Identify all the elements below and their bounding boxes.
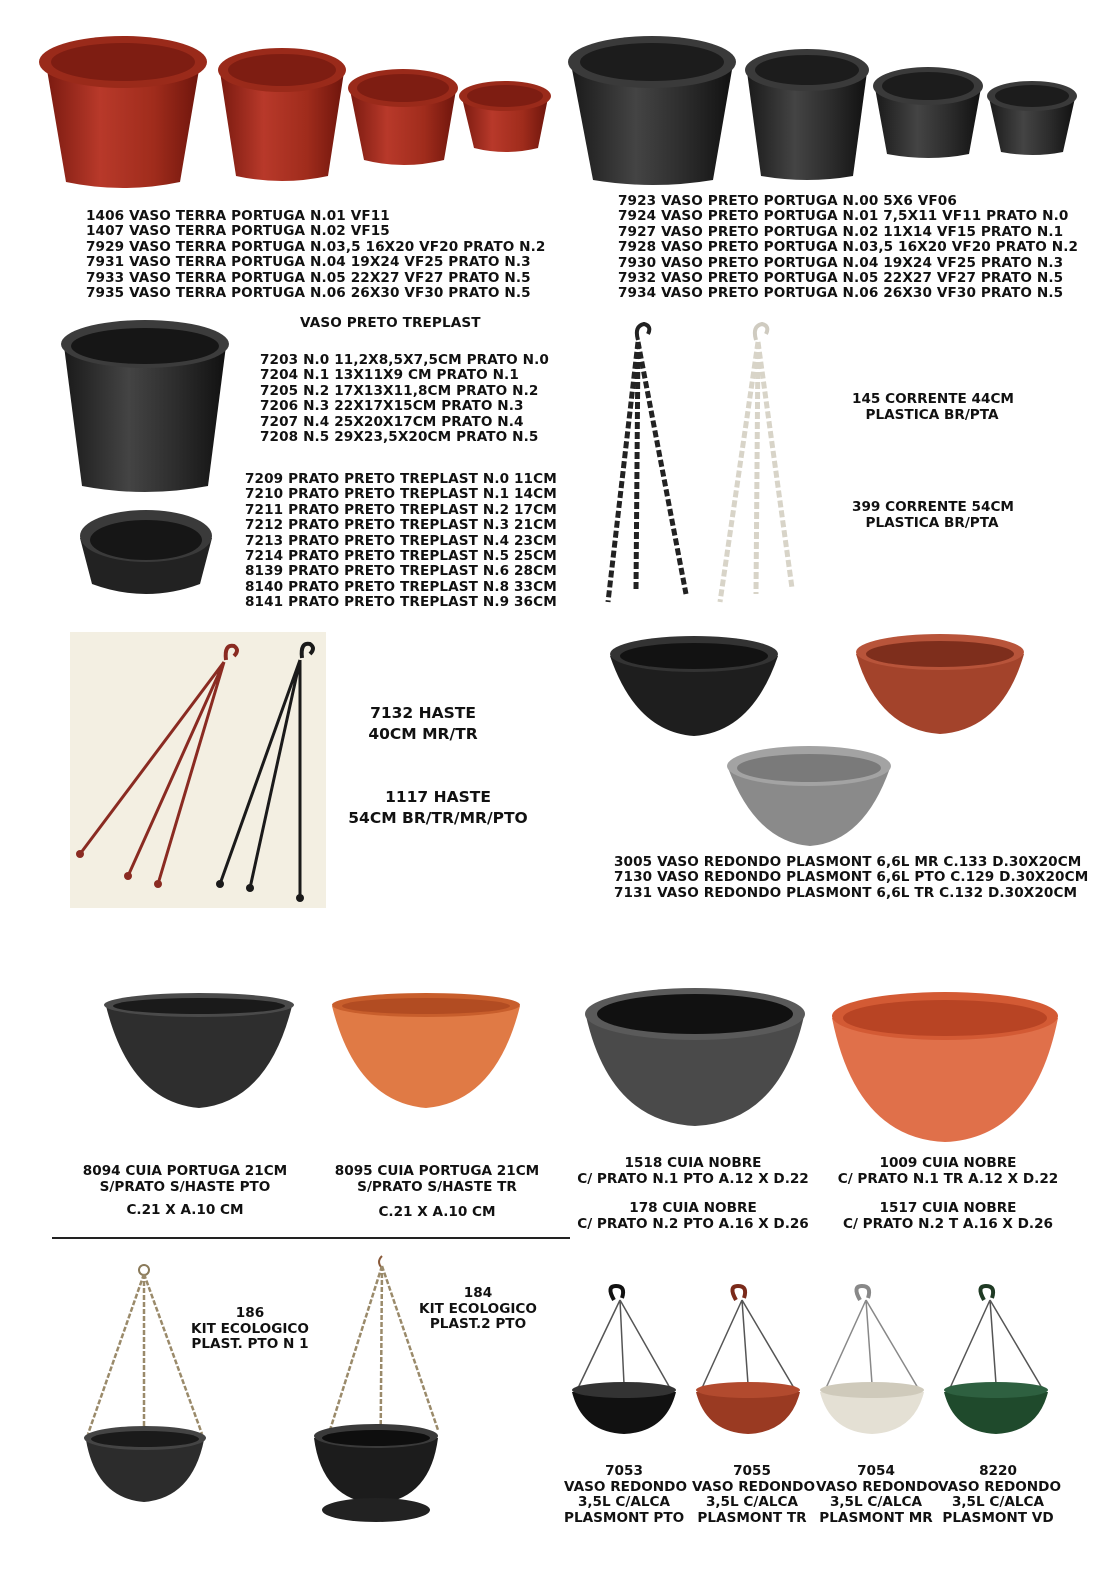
preto-portuga-list xyxy=(618,194,1078,302)
list-item: 1407 VASO TERRA PORTUGA N.02 VF15 xyxy=(86,223,390,240)
list-item: 7131 VASO REDONDO PLASMONT 6,6L TR C.132 D.30X20CM xyxy=(614,884,1078,901)
terra-portuga-list xyxy=(86,209,545,301)
list-item: 7203 N.0 11,2X8,5X7,5CM PRATO N.0 xyxy=(260,352,549,368)
list-item: 8141 PRATO PRETO TREPLAST N.9 36CM xyxy=(245,594,557,611)
list-item: 7206 N.3 22X17X15CM PRATO N.3 xyxy=(260,398,524,415)
cuia-1517-label: 1517 CUIA NOBRE C/ PRATO N.2 T A.16 X D.26 xyxy=(842,1200,1054,1232)
list-item: 7207 N.4 25X20X17CM PRATO N.4 xyxy=(260,413,524,430)
corrente-145-label: 145 CORRENTE 44CM PLASTICA BR/PTA xyxy=(852,391,1014,423)
list-item: 7213 PRATO PRETO TREPLAST N.4 23CM xyxy=(245,532,557,549)
cuia-1009-label: 1009 CUIA NOBRE C/ PRATO N.1 TR A.12 X D.22 xyxy=(837,1155,1059,1187)
cuia-8094-photo xyxy=(100,992,298,1114)
list-item: 7210 PRATO PRETO TREPLAST N.1 14CM xyxy=(245,486,557,503)
list-item: 7214 PRATO PRETO TREPLAST N.5 25CM xyxy=(245,548,557,565)
treplast-pot-photo xyxy=(58,318,233,498)
list-item: 7924 VASO PRETO PORTUGA N.01 7,5X11 VF11 PRATO N.0 xyxy=(618,208,1069,225)
cuia-8095-photo xyxy=(328,992,524,1114)
cuia-nobre-terracota-photo xyxy=(828,990,1062,1144)
list-item: 7212 PRATO PRETO TREPLAST N.3 21CM xyxy=(245,517,557,534)
alca-8220-photo xyxy=(942,1284,1050,1438)
list-item: 7930 VASO PRETO PORTUGA N.04 19X24 VF25 PRATO N.3 xyxy=(618,254,1064,271)
treplast-pratos-list xyxy=(245,472,557,611)
list-item: 7209 PRATO PRETO TREPLAST N.0 11CM xyxy=(245,471,557,487)
kit-186-photo xyxy=(80,1262,210,1512)
list-item: 7928 VASO PRETO PORTUGA N.03,5 16X20 VF20 PRATO N.2 xyxy=(618,239,1079,256)
list-item: 7923 VASO PRETO PORTUGA N.00 5X6 VF06 xyxy=(618,193,957,209)
list-item: 7931 VASO TERRA PORTUGA N.04 19X24 VF25 PRATO N.3 xyxy=(86,254,531,271)
alca-8220-label: 8220 VASO REDONDO 3,5L C/ALCA PLASMONT VD xyxy=(938,1463,1062,1526)
alca-7053-photo xyxy=(570,1284,678,1438)
list-item: 7205 N.2 17X13X11,8CM PRATO N.2 xyxy=(260,382,539,399)
plasmont-redondo-photo xyxy=(606,632,1030,850)
cuia-178-label: 178 CUIA NOBRE C/ PRATO N.2 PTO A.16 X D.26 xyxy=(577,1200,809,1232)
hastes-photo xyxy=(70,632,326,908)
treplast-title: VASO PRETO TREPLAST xyxy=(300,315,481,331)
cuia-8095-dim: C.21 X A.10 CM xyxy=(378,1204,496,1220)
haste-1117-label: 1117 HASTE 54CM BR/TR/MR/PTO xyxy=(348,788,528,827)
correntes-photo xyxy=(598,318,798,610)
kit-186-label: 186 KIT ECOLOGICO PLAST. PTO N 1 xyxy=(191,1305,309,1352)
list-item: 7130 VASO REDONDO PLASMONT 6,6L PTO C.129 D.30X20CM xyxy=(614,869,1089,886)
list-item: 8139 PRATO PRETO TREPLAST N.6 28CM xyxy=(245,563,557,580)
list-item: 7934 VASO PRETO PORTUGA N.06 26X30 VF30 PRATO N.5 xyxy=(618,285,1064,302)
section-divider xyxy=(52,1237,570,1239)
cuia-nobre-preta-photo xyxy=(580,986,810,1128)
preto-portuga-pots-photo xyxy=(565,24,1080,194)
list-item: 7927 VASO PRETO PORTUGA N.02 11X14 VF15 PRATO N.1 xyxy=(618,223,1064,240)
alca-7055-photo xyxy=(694,1284,802,1438)
list-item: 8140 PRATO PRETO TREPLAST N.8 33CM xyxy=(245,578,557,595)
terra-portuga-pots-photo xyxy=(38,24,553,194)
cuia-1518-label: 1518 CUIA NOBRE C/ PRATO N.1 PTO A.12 X D.22 xyxy=(577,1155,809,1187)
list-item: 7211 PRATO PRETO TREPLAST N.2 17CM xyxy=(245,501,557,518)
alca-7054-photo xyxy=(818,1284,926,1438)
list-item: 7935 VASO TERRA PORTUGA N.06 26X30 VF30 PRATO N.5 xyxy=(86,285,531,302)
haste-7132-label: 7132 HASTE 40CM MR/TR xyxy=(368,704,478,743)
corrente-399-label: 399 CORRENTE 54CM PLASTICA BR/PTA xyxy=(852,499,1014,531)
treplast-plate-photo xyxy=(76,504,216,602)
cuia-8094-label: 8094 CUIA PORTUGA 21CM S/PRATO S/HASTE PTO xyxy=(82,1163,288,1195)
list-item: 7204 N.1 13X11X9 CM PRATO N.1 xyxy=(260,367,519,384)
list-item: 7933 VASO TERRA PORTUGA N.05 22X27 VF27 PRATO N.5 xyxy=(86,269,531,286)
list-item: 7208 N.5 29X23,5X20CM PRATO N.5 xyxy=(260,429,539,446)
list-item: 7929 VASO TERRA PORTUGA N.03,5 16X20 VF20 PRATO N.2 xyxy=(86,238,546,255)
alca-7054-label: 7054 VASO REDONDO 3,5L C/ALCA PLASMONT MR xyxy=(816,1463,940,1526)
cuia-8095-label: 8095 CUIA PORTUGA 21CM S/PRATO S/HASTE TR xyxy=(334,1163,540,1195)
cuia-8094-dim: C.21 X A.10 CM xyxy=(126,1202,244,1218)
plasmont-redondo-list xyxy=(614,855,1088,901)
list-item: 1406 VASO TERRA PORTUGA N.01 VF11 xyxy=(86,208,390,224)
list-item: 3005 VASO REDONDO PLASMONT 6,6L MR C.133 D.30X20CM xyxy=(614,854,1082,870)
list-item: 7932 VASO PRETO PORTUGA N.05 22X27 VF27 PRATO N.5 xyxy=(618,270,1064,287)
treplast-vasos-list xyxy=(260,353,549,445)
alca-7053-label: 7053 VASO REDONDO 3,5L C/ALCA PLASMONT PTO xyxy=(564,1463,688,1526)
alca-7055-label: 7055 VASO REDONDO 3,5L C/ALCA PLASMONT TR xyxy=(692,1463,816,1526)
kit-184-label: 184 KIT ECOLOGICO PLAST.2 PTO xyxy=(419,1285,537,1332)
